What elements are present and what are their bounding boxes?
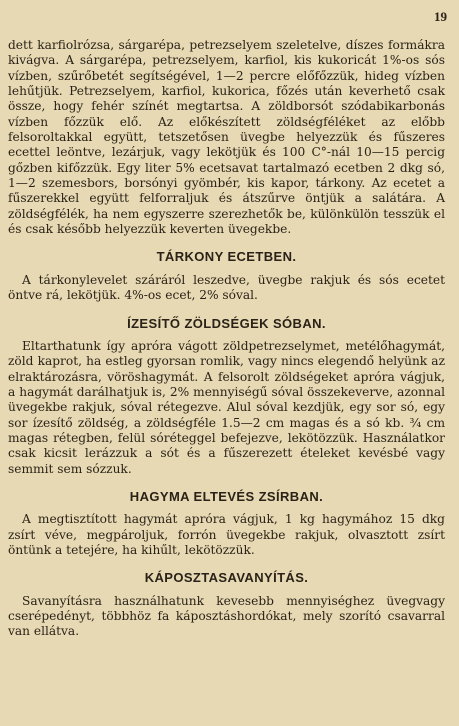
section-text-hagyma: A megtisztított hagymát apróra vágjuk, 1 kg hagymához 15 dkg zsírt véve, megpároljuk, forrón üvegekbe rakjuk, olvasztott zsírt öntünk a tetejére, ha kihűlt, lekötözzük. bbox=[8, 512, 445, 557]
page-body bbox=[8, 38, 445, 640]
section-heading-izesito: ÍZESÍTŐ ZÖLDSÉGEK SÓBAN. bbox=[127, 315, 326, 331]
section-text-tarkony: A tárkonylevelet száráról leszedve, üvegbe rakjuk és sós ecetet öntve rá, lekötjük. 4%-os ecet, 2% sóval. bbox=[8, 272, 445, 303]
page-number: 19 bbox=[434, 9, 447, 24]
section-text-kaposzta: Savanyításra használhatunk kevesebb mennyiséghez üvegvagy cserépedényt, többhöz fa káposztáshordókat, mely szorító csavarral van ellátva. bbox=[8, 593, 445, 639]
section-heading-kaposzta: KÁPOSZTASAVANYÍTÁS. bbox=[144, 570, 309, 586]
intro-paragraph: dett karfiolrózsa, sárgarépa, petrezselyem szeletelve, díszes formákra kivágva. A sárgarépa, petrezselyem, karfiol, kis kukoricát 1%-os sós vízben, szűrőbetét segítségével, 1—2 percre előfőzzük, hideg vízben lehűtjük. Petrezselyem, karfiol, kukorica, főzés után keverhető csak össze, hogy fehér színét megtartsa. A zöldborsót szódabikarbonás vízben főzzük elő. Az előkészített zöldségféléket az előbb felsoroltakkal együtt, tetszetősen üvegbe helyezzük és fűszeres ecettel leöntve, lezárjuk, vagy lekötjük és 100 C°-nál 10—15 percig gőzben kifőzzük. Egy liter 5% ecetsavat tartalmazó ecetben 2 dkg só, 1—2 szemesbors, borsónyi gyömbér, kis kapor, tárkony. Az ecetet a fűszerekkel együtt felforraljuk és átszűrve öntjük a salátára. A zöldségfélék, ha nem egyszerre szerezhetők be, különkülön tesszük el és csak később helyezzük keverten üvegekbe. bbox=[8, 38, 445, 237]
section-heading-tarkony: TÁRKONY ECETBEN. bbox=[156, 249, 297, 265]
section-text-izesito: Eltarthatunk így apróra vágott zöldpetrezselymet, metélőhagymát, zöld kaprot, ha estleg gyorsan romlik, vagy nincs elegendő helyünk az elraktározásra, vöröshagymát. A felsorolt zöldségeket apróra vágjuk, a hagymát darálhatjuk is, 2% mennyiségű sóval összekeverve, azonnal üvegekbe rakjuk, sóval rétegezve. Alul sóval kezdjük, egy sor só, egy sor ízesítő zöldség, a zöldségféle 1.5—2 cm magas és a só kb. ¾ cm magas rétegben, felül sóréteggel befejezve, lekötözzük. Használatkor csak kicsit lerázzuk a sót és a fűszerezett ételeket kevésbé vagy semmit sem sózzuk. bbox=[8, 338, 445, 476]
section-heading-hagyma: HAGYMA ELTEVÉS ZSÍRBAN. bbox=[129, 488, 324, 504]
